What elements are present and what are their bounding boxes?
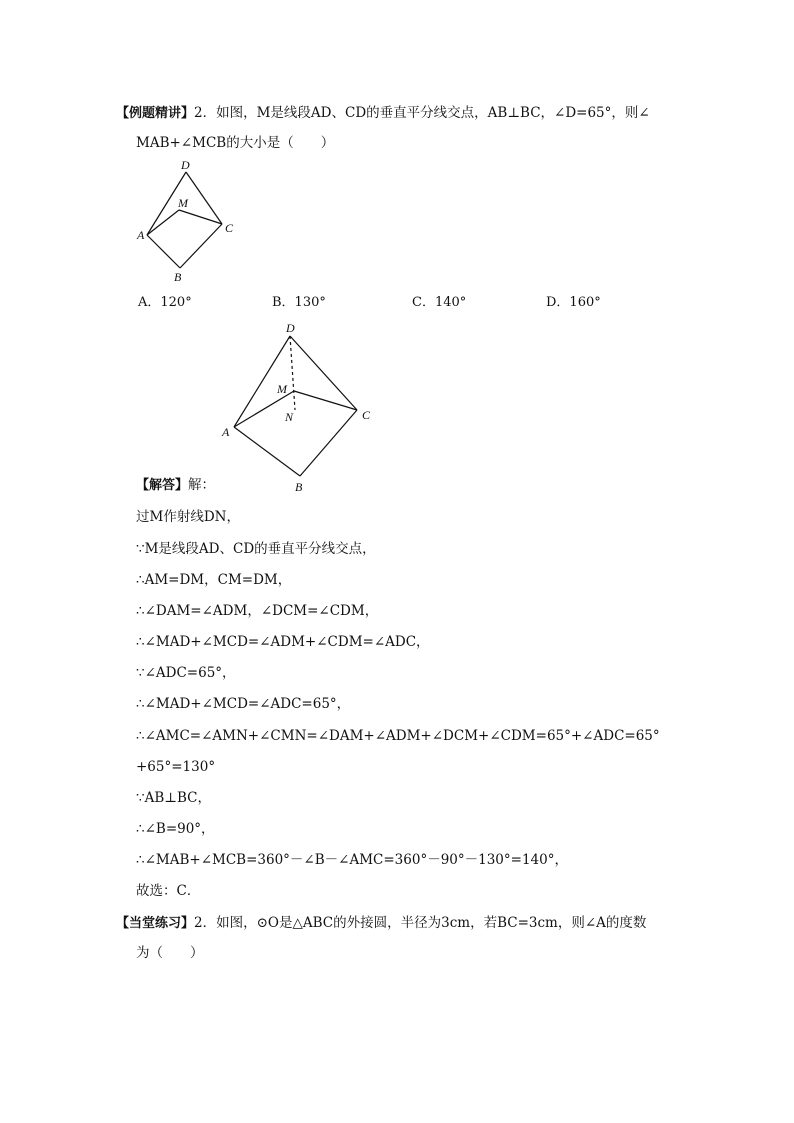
solution-step: ∴∠DAM=∠ADM，∠DCM=∠CDM， xyxy=(136,603,379,619)
solution-head: 解： xyxy=(188,477,216,493)
fig2-label-B: B xyxy=(295,480,303,494)
solution-step: ∴∠AMC=∠AMN+∠CMN=∠DAM+∠ADM+∠DCM+∠CDM=65°+∠ADC=65° xyxy=(136,728,660,744)
practice-question-line1 xyxy=(116,914,646,933)
fig2-label-D: D xyxy=(286,321,295,335)
solution-step: 过M作射线DN， xyxy=(136,509,240,525)
solution-step: ∴AM=DM，CM=DM， xyxy=(136,572,292,588)
practice-question-line2: 为（ ） xyxy=(136,945,204,961)
fig2-label-A: A xyxy=(222,425,230,439)
solution-step: ∴∠MAD+∠MCD=∠ADC=65°， xyxy=(136,696,351,712)
option-d[interactable]: D．160° xyxy=(546,295,601,310)
fig1-label-C: C xyxy=(225,221,234,235)
practice-tag: 【当堂练习】 xyxy=(116,916,195,931)
fig2-ray-DN xyxy=(290,336,295,410)
solution-step: ∵M是线段AD、CD的垂直平分线交点， xyxy=(136,541,376,557)
fig2-segment-BC xyxy=(300,410,357,476)
option-a[interactable]: A．120° xyxy=(138,295,192,310)
practice-text-1: 2．如图，⊙O是△ABC的外接圆，半径为3cm，若BC=3cm，则∠A的度数 xyxy=(194,915,647,931)
option-c[interactable]: C．140° xyxy=(412,295,467,310)
solution-step: ∵AB⊥BC， xyxy=(136,790,211,806)
solution-heading xyxy=(136,476,215,495)
fig2-segment-DC xyxy=(290,336,357,410)
solution-tag: 【解答】 xyxy=(136,478,189,493)
solution-step: ∴∠MAD+∠MCD=∠ADM+∠CDM=∠ADC， xyxy=(136,634,430,650)
fig2-label-C: C xyxy=(362,408,371,422)
fig1-label-A: A xyxy=(137,228,145,242)
fig1-label-M: M xyxy=(178,196,188,210)
fig2-label-M: M xyxy=(277,382,287,396)
solution-step: ∵∠ADC=65°， xyxy=(136,665,236,681)
fig2-label-N: N xyxy=(285,410,294,424)
solution-step: +65°=130° xyxy=(136,759,216,775)
fig1-label-D: D xyxy=(181,158,190,172)
solution-step: ∴∠B=90°， xyxy=(136,821,215,837)
solution-answer: 故选：C． xyxy=(136,883,201,899)
fig2-segment-MC xyxy=(294,391,357,410)
solution-step: ∴∠MAB+∠MCB=360°－∠B－∠AMC=360°－90°－130°=140°， xyxy=(136,852,568,868)
example-question-line2: MAB+∠MCB的大小是（ ） xyxy=(136,135,335,151)
example-tag: 【例题精讲】 xyxy=(116,106,195,121)
example-text-1: 2．如图，M是线段AD、CD的垂直平分线交点，AB⊥BC，∠D=65°，则∠ xyxy=(194,105,650,121)
fig2-segment-AB xyxy=(234,427,300,476)
option-b[interactable]: B．130° xyxy=(272,295,326,310)
fig1-label-B: B xyxy=(174,270,182,284)
